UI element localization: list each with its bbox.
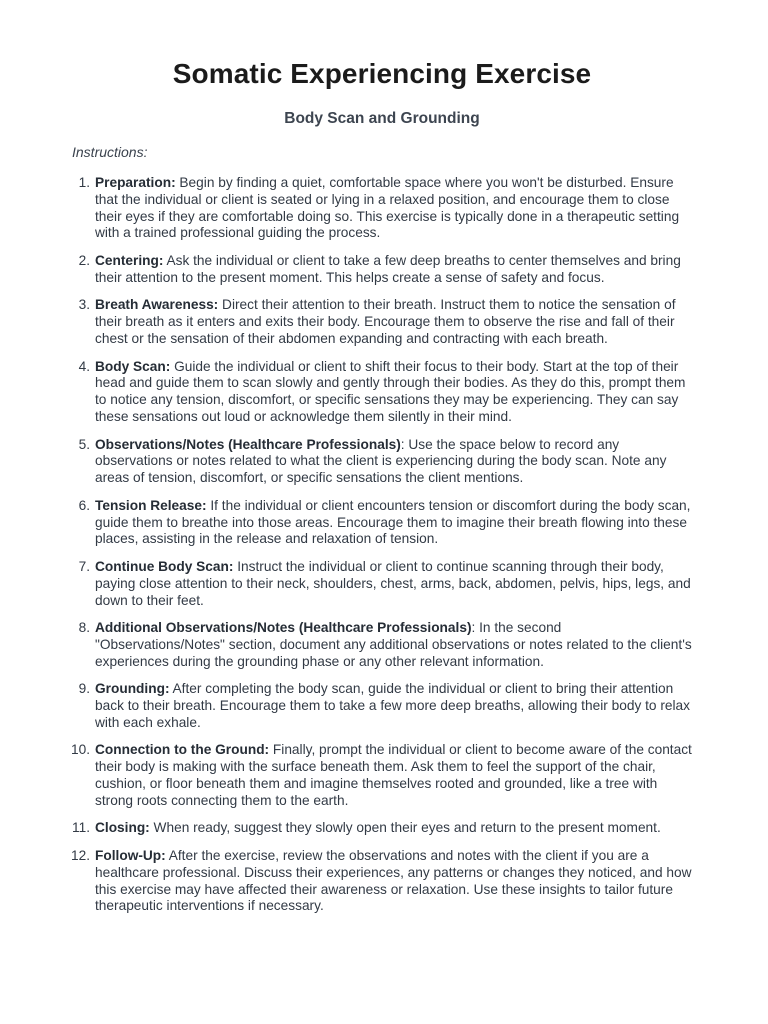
step-number: 10.	[70, 742, 90, 758]
step-text: Ask the individual or client to take a few deep breaths to center themselves and bring their attention to the present moment. This helps create a sense of safety and focus.	[95, 252, 681, 285]
step-title: Body Scan:	[95, 358, 171, 374]
step-breath-awareness	[72, 297, 692, 347]
step-number: 9.	[78, 681, 90, 697]
step-title: Preparation:	[95, 175, 176, 190]
step-number: 2.	[78, 252, 90, 268]
step-connection-to-ground	[72, 742, 692, 809]
page-title: Somatic Experiencing Exercise	[172, 58, 592, 89]
step-text: Begin by finding a quiet, comfortable space where you won't be disturbed. Ensure that the individual or client is seated or lying in a relaxed position, and encourage them to close their eyes if they are comfortable doing so. This exercise is typically done in a therapeutic setting with a trained professional guiding the process.	[95, 175, 680, 241]
step-body-scan	[72, 359, 692, 426]
step-number: 3.	[78, 297, 90, 313]
step-number: 6.	[78, 497, 90, 513]
step-number: 11.	[71, 820, 90, 836]
step-number: 7.	[78, 558, 90, 574]
step-text: Finally, prompt the individual or client to become aware of the contact their body is making with the surface beneath them. Ask them to feel the support of the chair, cushion, or floor beneath them and imagine themselves rooted and grounded, like a tree with strong roots connecting them to the earth.	[95, 742, 692, 808]
instructions-label: Instructions:	[72, 144, 148, 160]
instruction-steps-list	[72, 175, 692, 926]
page-subtitle: Body Scan and Grounding	[284, 110, 480, 127]
step-title: Closing:	[95, 820, 150, 836]
step-centering	[72, 253, 692, 287]
step-title: Breath Awareness:	[95, 297, 219, 313]
step-text: When ready, suggest they slowly open their eyes and return to the present moment.	[149, 820, 661, 836]
step-text: Direct their attention to their breath. Instruct them to notice the sensation of their breath as it enters and exits their body. Encourage them to observe the rise and fall of their chest or the sensation of their abdomen expanding and contracting with each breath.	[95, 297, 676, 346]
step-follow-up	[72, 848, 692, 915]
step-title: Observations/Notes (Healthcare Professionals)	[95, 436, 401, 452]
step-number: 4.	[78, 358, 90, 374]
step-number: 1.	[78, 175, 90, 190]
step-text: After the exercise, review the observations and notes with the client if you are a healthcare professional. Discuss their experiences, any patterns or changes they noticed, and how this exercise may have affected their awareness or relaxation. Use these insights to tailor future therapeutic interventions if necessary.	[95, 848, 692, 914]
step-closing	[72, 820, 692, 837]
step-title: Continue Body Scan:	[95, 558, 234, 574]
step-title: Grounding:	[95, 681, 170, 697]
step-text: Guide the individual or client to shift their focus to their body. Start at the top of their head and guide them to scan slowly and gently through their bodies. As they do this, prompt them to notice any tension, discomfort, or specific sensations they may be experiencing. They can say these sensations out loud or acknowledge them silently in their mind.	[95, 358, 686, 424]
step-number: 5.	[78, 436, 90, 452]
step-text: If the individual or client encounters tension or discomfort during the body scan, guide them to breathe into those areas. Encourage them to imagine their breath flowing into these places, assisting in the release and relaxation of tension.	[95, 497, 691, 547]
step-continue-body-scan	[72, 559, 692, 609]
step-observations-notes	[72, 437, 692, 487]
step-tension-release	[72, 498, 692, 548]
step-title: Centering:	[95, 252, 164, 268]
step-text: Instruct the individual or client to continue scanning through their body, paying close attention to their neck, shoulders, chest, arms, back, abdomen, pelvis, hips, legs, and down to their feet.	[95, 558, 691, 608]
step-number: 8.	[78, 620, 90, 636]
step-text: : Use the space below to record any observations or notes related to what the client is experiencing during the body scan. Note any areas of tension, discomfort, or specific sensations the client mentions.	[95, 436, 667, 486]
step-text: : In the second "Observations/Notes" section, document any additional observations or notes related to the client's experiences during the grounding phase or any other relevant information.	[95, 620, 692, 669]
step-additional-observations	[72, 620, 692, 670]
step-title: Tension Release:	[95, 497, 207, 513]
step-title: Additional Observations/Notes (Healthcare Professionals)	[95, 620, 472, 636]
step-preparation	[72, 175, 692, 242]
step-number: 12.	[70, 848, 90, 864]
step-grounding	[72, 681, 692, 731]
step-text: After completing the body scan, guide the individual or client to bring their attention back to their breath. Encourage them to take a few more deep breaths, allowing their body to relax with each exhale.	[95, 681, 690, 730]
step-title: Connection to the Ground:	[95, 742, 270, 758]
step-title: Follow-Up:	[95, 848, 166, 864]
